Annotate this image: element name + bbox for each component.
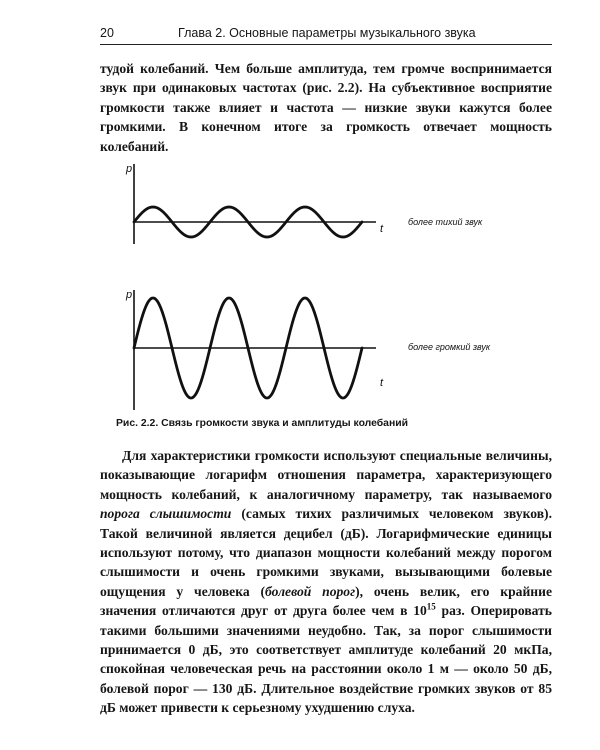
decibel-text-3: ), очень велик, его крайние значения отличаются друг от друга более чем в 10	[100, 583, 552, 619]
page-number: 20	[100, 26, 114, 40]
running-head	[100, 22, 552, 45]
top-x-axis-label: t	[380, 223, 384, 235]
term-hearing-threshold: порога слышимости	[100, 506, 232, 522]
figure-2-2	[100, 152, 552, 452]
waveform-chart	[100, 152, 552, 414]
power-exponent: 15	[426, 601, 436, 612]
quiet-sound-label: более тихий звук	[408, 217, 483, 227]
chapter-title: Глава 2. Основные параметры музыкального звука	[178, 26, 476, 40]
decibel-text-1: Для характеристики громкости используют специальные величины, показывающие логарифм отношения параметра, характеризующего мощность колебаний, к аналогичному параметру, так называемого	[100, 448, 552, 502]
bottom-y-axis-label: p	[126, 289, 133, 301]
top-y-axis-label: p	[126, 163, 133, 175]
decibel-text-4: раз. Оперировать такими большими значениями неудобно. Так, за порог слышимости принимается 0 дБ, это соответствует амплитуде колебаний 20 мкПа, спокойная человеческая речь на расстоянии около 1 м — около 50 дБ, болевой порог — 130 дБ. Длительное воздействие громких звуков от 85 дБ может привести к серьезному ухудшению слуха.	[100, 603, 552, 716]
paragraph-amplitude-loudness: тудой колебаний. Чем больше амплитуда, тем громче воспринимается звук при одинаковых частотах (рис. 2.2). На субъективное восприятие громкости также влияет и частота — низкие звуки кажутся более громкими. В конечном итоге за громкость отвечает мощность колебаний.	[100, 61, 552, 154]
caption-number: Рис. 2.2.	[116, 418, 159, 429]
caption-text: Связь громкости звука и амплитуды колебаний	[161, 418, 409, 429]
figure-caption	[116, 418, 536, 429]
bottom-x-axis-label: t	[380, 377, 384, 389]
decibel-text-2: (самых тихих различимых человеком звуков). Такой величиной является децибел (дБ). Логарифмические единицы используют потому, что диапазон мощности колебаний между порогом слышимости и очень громкими звуками, вызывающими болевые ощущения у человека (	[100, 506, 552, 599]
loud-sound-label: более громкий звук	[408, 342, 491, 352]
paragraph-decibel	[100, 446, 552, 718]
term-pain-threshold: болевой порог	[265, 583, 356, 599]
